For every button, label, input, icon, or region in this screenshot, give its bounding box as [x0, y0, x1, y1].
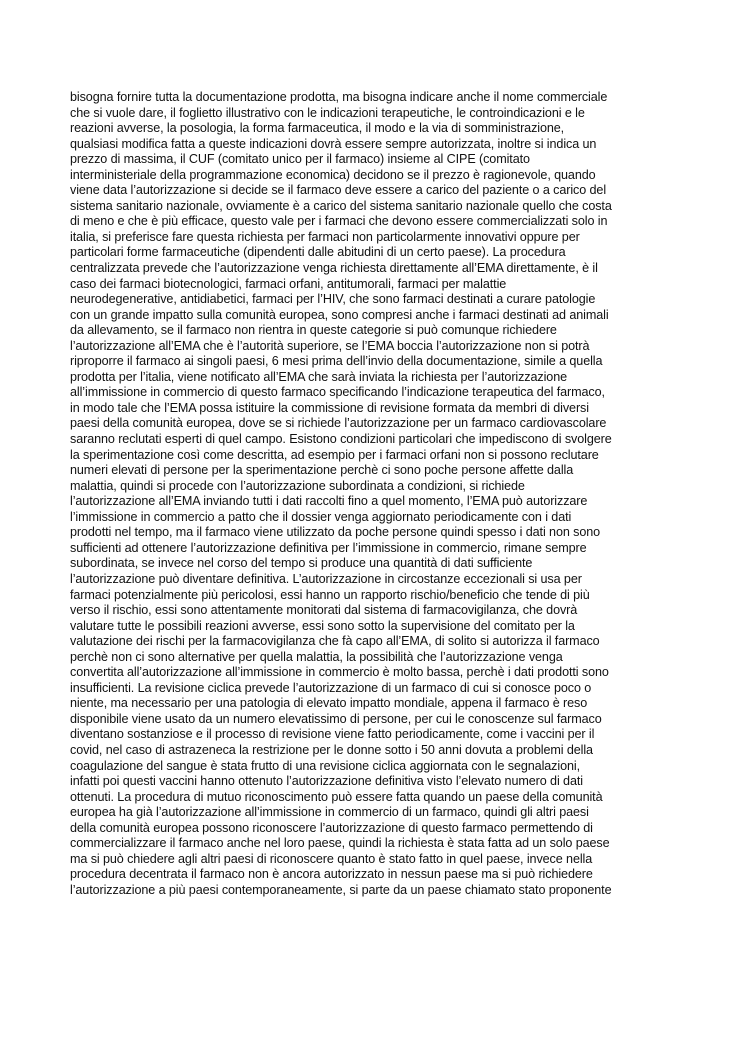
- text-line: insufficienti. La revisione ciclica prevede l’autorizzazione di un farmaco di cui si conosce poco o: [70, 680, 592, 695]
- text-line: sistema sanitario nazionale, ovviamente è a carico del sistema sanitario nazionale quello che costa: [70, 198, 612, 213]
- text-line: diventano sostanziose e il processo di revisione viene fatto periodicamente, come i vaccini per il: [70, 727, 595, 742]
- text-line: all’immissione in commercio di questo farmaco specificando l’indicazione terapeutica del farmaco,: [70, 385, 605, 400]
- text-line: valutare tutte le possibili reazioni avverse, essi sono sotto la supervisione del comitato per la: [70, 618, 575, 633]
- text-line: da allevamento, se il farmaco non rientra in queste categorie si può comunque richiedere: [70, 323, 557, 338]
- text-line: l’immissione in commercio a patto che il dossier venga aggiornato periodicamente con i dati: [70, 509, 572, 524]
- text-line: particolari forme farmaceutiche (dipendenti dalle abitudini di un certo paese). La procedura: [70, 245, 566, 260]
- text-line: convertita all’autorizzazione all’immissione in commercio è molto bassa, perchè i dati prodotti sono: [70, 665, 609, 680]
- text-line: la sperimentazione così come descritta, ad esempio per i farmaci orfani non si possono reclutare: [70, 447, 599, 462]
- text-line: viene data l’autorizzazione si decide se il farmaco deve essere a carico del paziente o a carico del: [70, 183, 607, 198]
- text-line: prodotti nel tempo, ma il farmaco viene utilizzato da poche persone quindi spesso i dati non sono: [70, 525, 601, 540]
- text-line: prodotta per l’italia, viene notificato all’EMA che sarà inviata la richiesta per l’autorizzazione: [70, 369, 568, 384]
- text-line: infatti poi questi vaccini hanno ottenuto l’autorizzazione definitiva visto l’elevato numero di dati: [70, 774, 583, 789]
- text-line: con un grande impatto sulla comunità europea, sono compresi anche i farmaci destinati ad animali: [70, 307, 609, 322]
- text-line: neurodegenerative, antidiabetici, farmaci per l’HIV, che sono farmaci destinati a curare patologie: [70, 292, 596, 307]
- text-line: qualsiasi modifica fatta a queste indicazioni dovrà essere sempre autorizzata, inoltre si indica un: [70, 136, 597, 151]
- text-line: europea ha già l’autorizzazione all’immissione in commercio di un farmaco, quindi gli altri paesi: [70, 805, 589, 820]
- text-line: commercializzare il farmaco anche nel loro paese, quindi la richiesta è stata fatta ad un solo paese: [70, 836, 610, 851]
- text-line: covid, nel caso di astrazeneca la restrizione per le donne sotto i 50 anni dovuta a problemi della: [70, 742, 593, 757]
- text-line: centralizzata prevede che l’autorizzazione venga richiesta direttamente all’EMA direttamente, è il: [70, 261, 598, 276]
- text-line: numeri elevati di persone per la sperimentazione perchè ci sono poche persone affette dalla: [70, 463, 574, 478]
- text-line: perchè non ci sono alternative per quella malattia, la possibilità che l’autorizzazione venga: [70, 649, 563, 664]
- text-line: farmaci potenzialmente più pericolosi, essi hanno un rapporto rischio/beneficio che tende di più: [70, 587, 590, 602]
- text-line: italia, si preferisce fare questa richiesta per farmaci non particolarmente innovativi oppure per: [70, 229, 580, 244]
- text-line: prezzo di massima, il CUF (comitato unico per il farmaco) insieme al CIPE (comitato: [70, 152, 530, 167]
- text-line: paesi della comunità europea, dove se si richiede l’autorizzazione per un farmaco cardiovascolare: [70, 416, 607, 431]
- text-line: ottenuti. La procedura di mutuo riconoscimento può essere fatta quando un paese della comunità: [70, 789, 603, 804]
- text-line: verso il rischio, essi sono attentamente monitorati dal sistema di farmacovigilanza, che dovrà: [70, 603, 578, 618]
- text-line: reazioni avverse, la posologia, la forma farmaceutica, il modo e la via di somministrazione,: [70, 121, 565, 136]
- text-line: coagulazione del sangue è stata frutto di una revisione ciclica aggiornata con le segnalazioni,: [70, 758, 580, 773]
- text-line: saranno reclutati esperti di quel campo. Esistono condizioni particolari che impediscono di svolgere: [70, 432, 612, 447]
- text-line: caso dei farmaci biotecnologici, farmaci orfani, antitumorali, farmaci per malattie: [70, 276, 507, 291]
- text-line: disponibile viene usato da un numero elevatissimo di persone, per cui le conoscenze sul farmaco: [70, 711, 602, 726]
- text-line: bisogna fornire tutta la documentazione prodotta, ma bisogna indicare anche il nome commerciale: [70, 90, 608, 104]
- text-line: sufficienti ad ottenere l’autorizzazione definitiva per l’immissione in commercio, rimane sempre: [70, 540, 587, 555]
- text-line: della comunità europea possono riconoscere l’autorizzazione di questo farmaco permettendo di: [70, 820, 593, 835]
- text-line: di meno e che è più efficace, questo vale per i farmaci che devono essere commercializzati solo in: [70, 214, 608, 229]
- text-line: riproporre il farmaco ai singoli paesi, 6 mesi prima dell’invio della documentazione, simile a quella: [70, 354, 603, 369]
- text-line: procedura decentrata il farmaco non è ancora autorizzato in nessun paese ma si può richiedere: [70, 867, 593, 882]
- text-line: interministeriale della programmazione economica) decidono se il prezzo è ragionevole, quando: [70, 167, 596, 182]
- text-line: malattia, quindi si procede con l’autorizzazione subordinata a condizioni, si richiede: [70, 478, 525, 493]
- text-line: subordinata, se invece nel corso del tempo si produce una quantità di dati sufficiente: [70, 556, 533, 571]
- text-line: l’autorizzazione all’EMA inviando tutti i dati raccolti fino a quel momento, l’EMA può autorizzare: [70, 494, 588, 509]
- document-body: [70, 90, 680, 898]
- text-line: che si vuole dare, il foglietto illustrativo con le indicazioni terapeutiche, le controindicazioni e le: [70, 105, 585, 120]
- text-line: in modo tale che l’EMA possa istituire la commissione di revisione formata da membri di diversi: [70, 400, 589, 415]
- text-line: valutazione dei rischi per la farmacovigilanza che fà capo all’EMA, di solito si autorizza il farmaco: [70, 634, 600, 649]
- text-line: l’autorizzazione può diventare definitiva. L’autorizzazione in circostanze eccezionali si usa per: [70, 571, 582, 586]
- text-line: niente, ma necessario per una patologia di elevato impatto mondiale, appena il farmaco è reso: [70, 696, 588, 711]
- text-line: ma si può chiedere agli altri paesi di riconoscere quanto è stato fatto in quel paese, invece nella: [70, 851, 593, 866]
- text-line: l’autorizzazione all’EMA che è l’autorità superiore, se l’EMA boccia l’autorizzazione non si potrà: [70, 338, 590, 353]
- text-line: l’autorizzazione a più paesi contemporaneamente, si parte da un paese chiamato stato proponente: [70, 882, 612, 897]
